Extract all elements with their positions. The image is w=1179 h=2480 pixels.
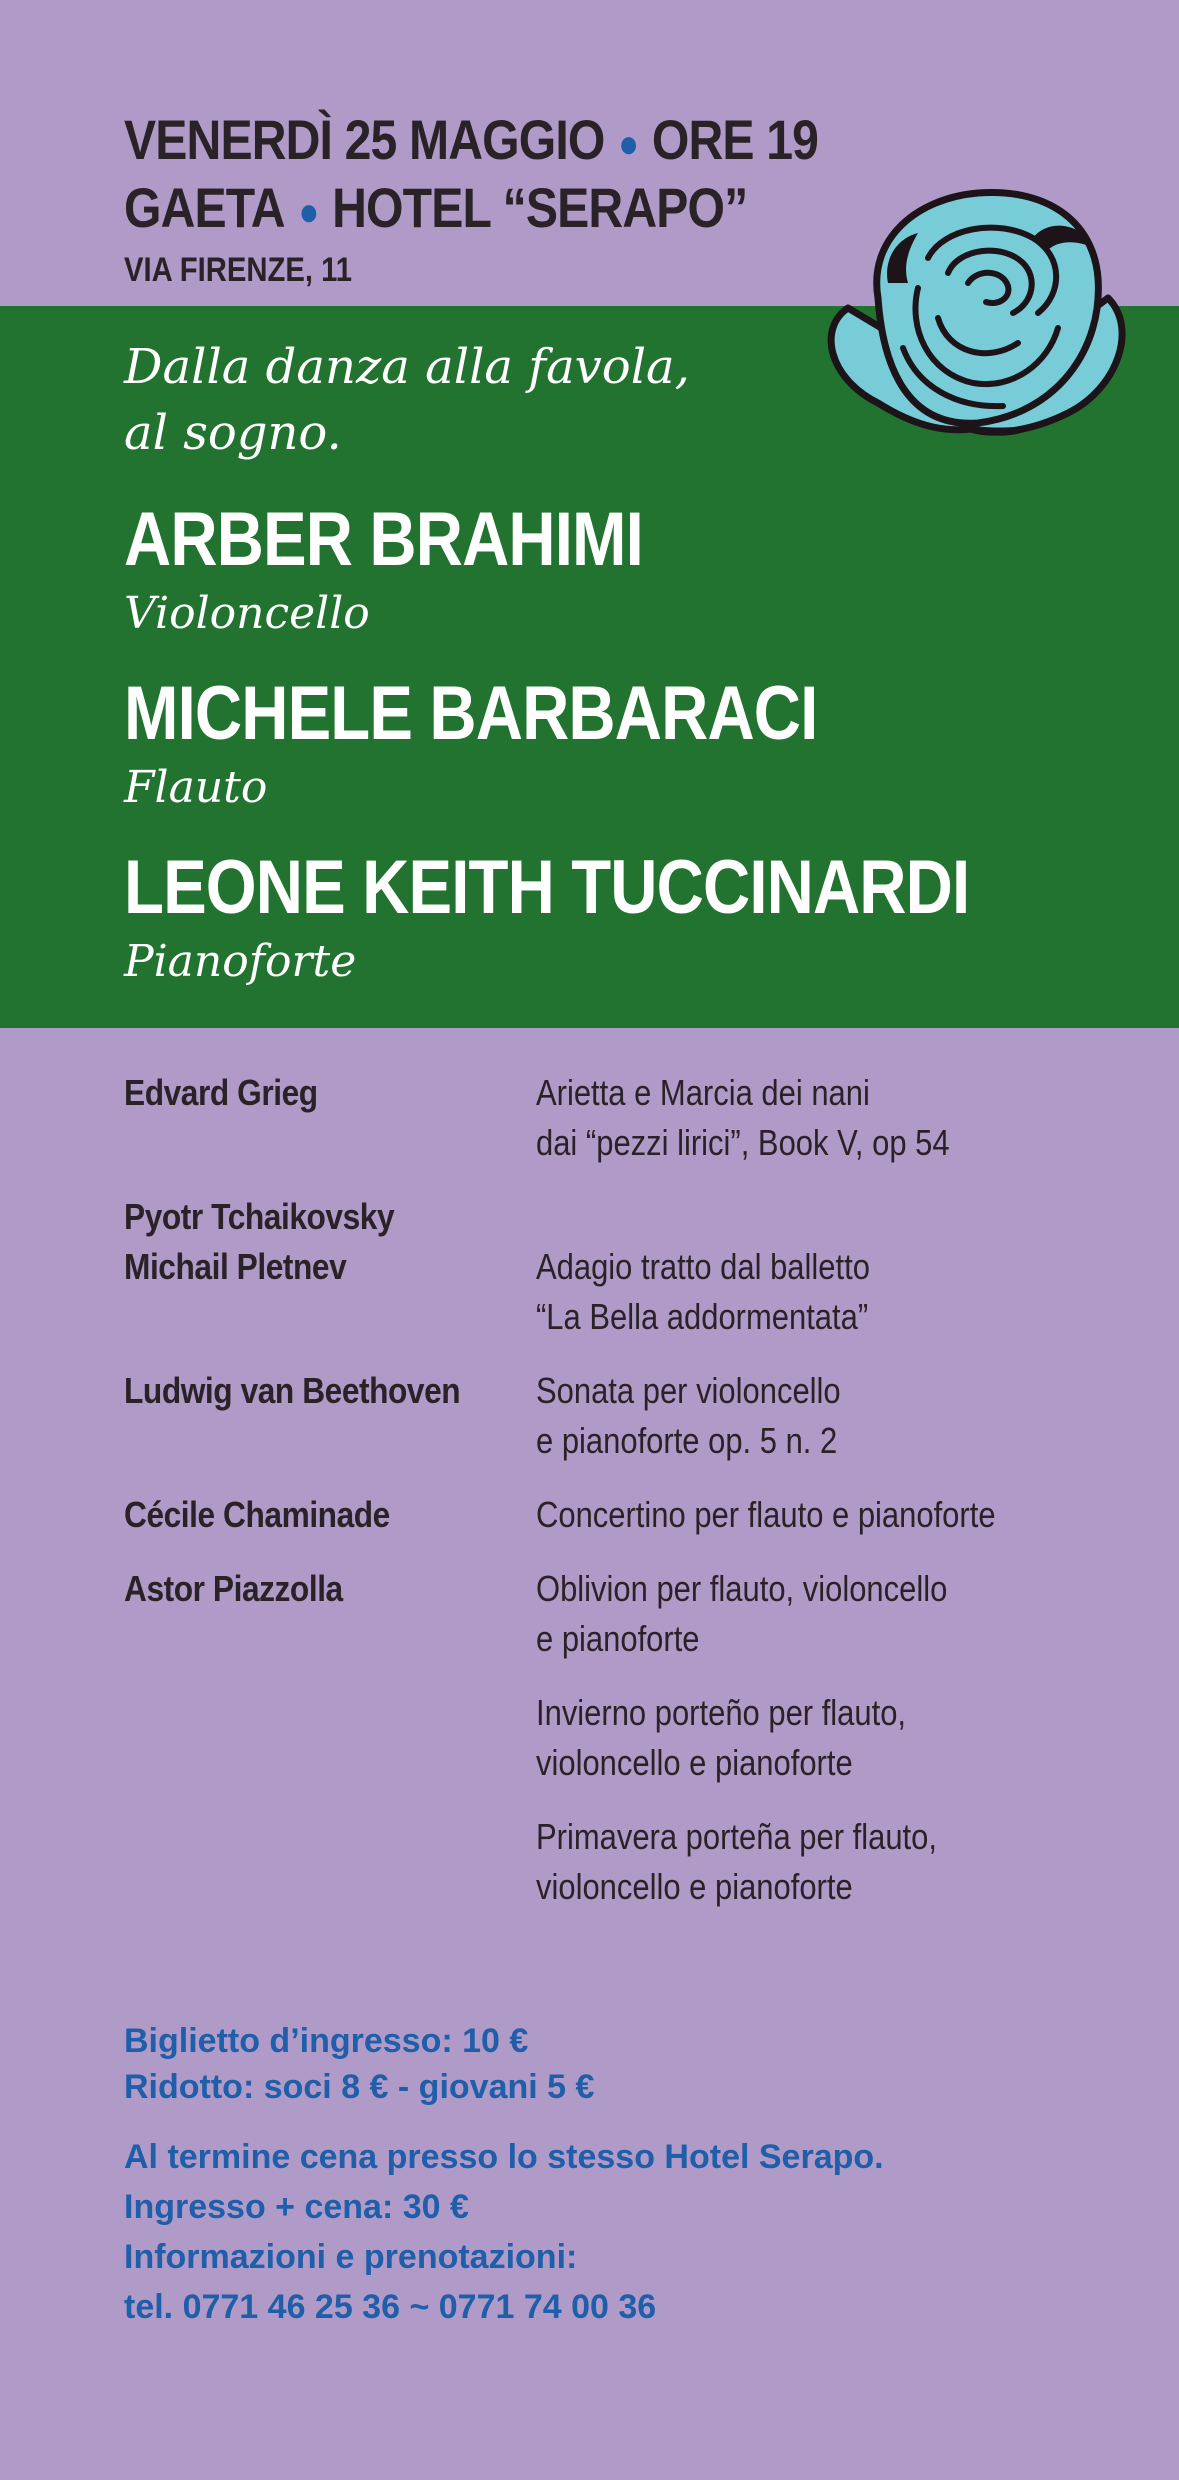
artist-instrument-2: Flauto [124,762,268,813]
rose-icon [808,178,1138,458]
dinner-price: Ingresso + cena: 30 € [124,2188,469,2226]
ticket-price: Biglietto d’ingresso: 10 € [124,2022,529,2060]
program-list [124,1068,1104,1936]
dot-icon: ● [298,190,319,235]
program-row [124,1068,1104,1168]
ticket-info [124,2018,884,2332]
artist-name-3: LEONE KEITH TUCCINARDI [124,845,970,930]
date-line [124,108,818,176]
event-address: VIA FIRENZE, 11 [124,251,353,290]
composer-name [124,1564,487,1912]
work-title: Adagio tratto dal balletto “La Bella addormentata” [536,1246,870,1337]
dinner-note: Al termine cena presso lo stesso Hotel Serapo. [124,2138,884,2176]
composer-name-line: Ludwig van Beethoven [124,1370,461,1411]
work-title: Invierno porteño per flauto, violoncello e pianoforte [536,1692,907,1783]
program-row [124,1192,1104,1342]
program-row [124,1564,1104,1912]
event-time: ORE 19 [651,108,819,171]
program-works [536,1490,1104,1540]
program-works [536,1192,1104,1342]
event-venue: HOTEL “SERAPO” [332,176,748,240]
tagline-line-1: Dalla danza alla favola, [124,339,690,395]
composer-name-line: Astor Piazzolla [124,1568,343,1609]
dot-icon: ● [618,122,639,167]
work-title: Primavera porteña per flauto, violoncello e pianoforte [536,1816,937,1907]
reduced-price: Ridotto: soci 8 € - giovani 5 € [124,2068,595,2106]
info-label: Informazioni e prenotazioni: [124,2238,578,2276]
program-works [536,1068,1104,1168]
artist-instrument-1: Violoncello [124,588,370,639]
event-city: GAETA [124,176,285,240]
artist-instrument-3: Pianoforte [124,936,357,987]
program-row [124,1366,1104,1466]
composer-name-line: Pyotr Tchaikovsky [124,1196,395,1237]
composer-name [124,1068,487,1168]
program-works [536,1366,1104,1466]
event-date: VENERDÌ 25 MAGGIO [124,108,605,171]
composer-name-line: Edvard Grieg [124,1072,318,1113]
work-title: Concertino per flauto e pianoforte [536,1494,996,1535]
composer-name [124,1490,487,1540]
work-title: Arietta e Marcia dei nani dai “pezzi lirici”, Book V, op 54 [536,1072,950,1163]
composer-name-line: Michail Pletnev [124,1246,347,1287]
artist-name-1: ARBER BRAHIMI [124,497,643,582]
phone-numbers: tel. 0771 46 25 36 ~ 0771 74 00 36 [124,2288,657,2326]
tagline-line-2: al sogno. [124,405,342,461]
composer-name-line: Cécile Chaminade [124,1494,390,1535]
work-title: Sonata per violoncello e pianoforte op. 5 n. 2 [536,1370,841,1461]
work-title: Oblivion per flauto, violoncello e pianoforte [536,1568,948,1659]
artist-name-2: MICHELE BARBARACI [124,671,818,756]
composer-name [124,1192,487,1342]
composer-name [124,1366,487,1466]
venue-line [124,176,818,244]
program-works [536,1564,1104,1912]
tagline [124,334,844,466]
program-row [124,1490,1104,1540]
